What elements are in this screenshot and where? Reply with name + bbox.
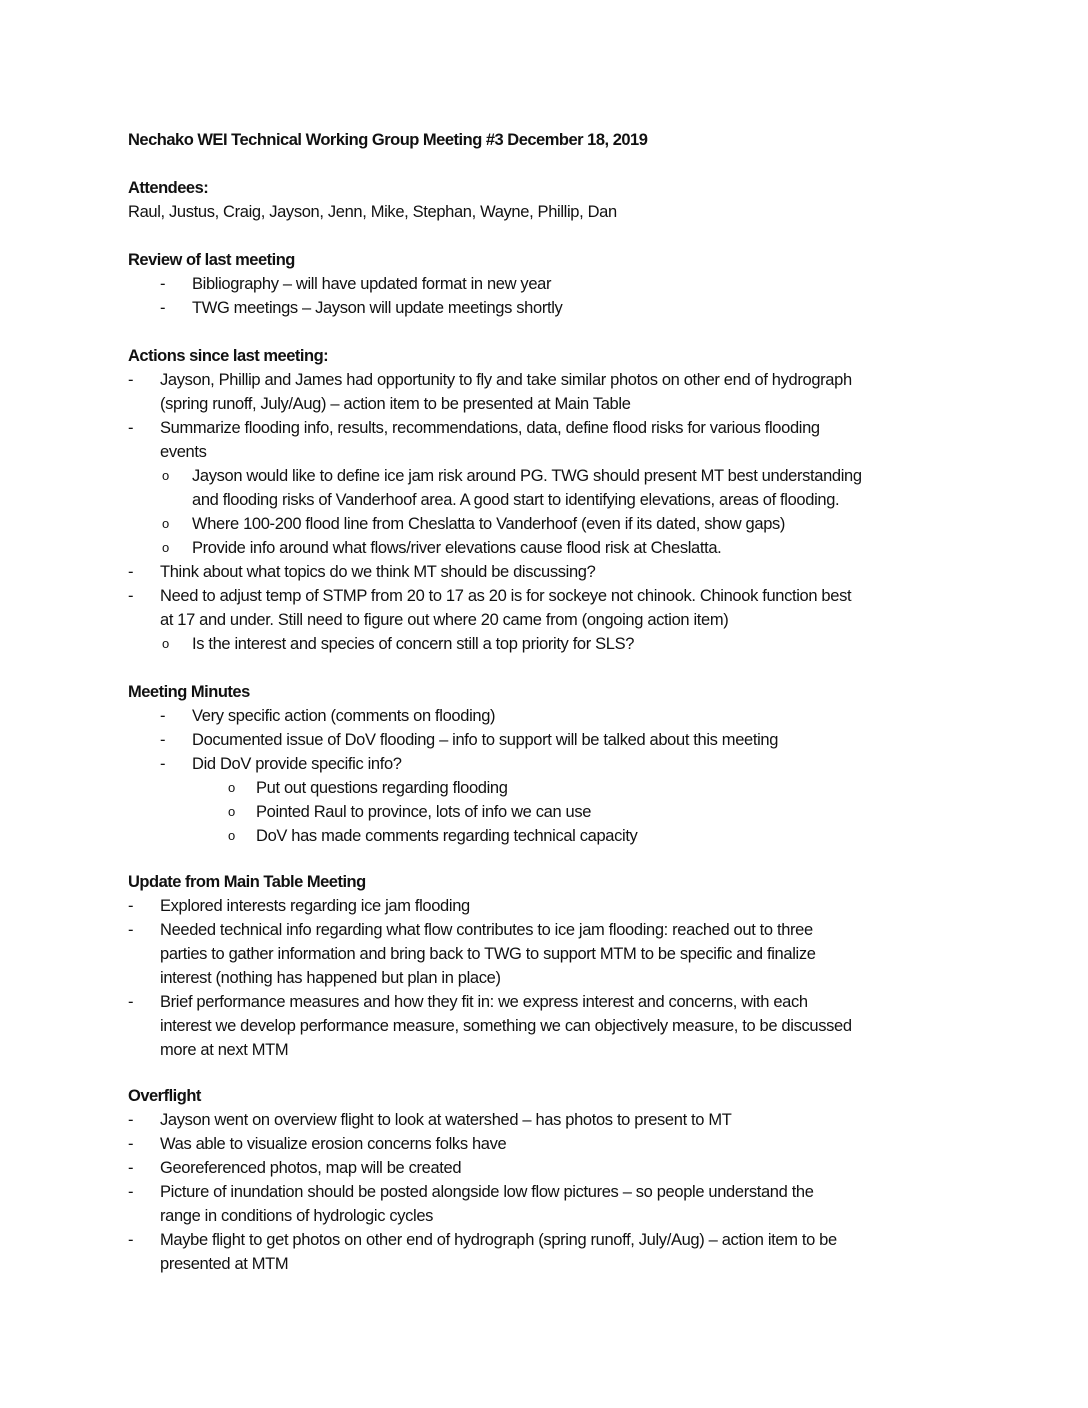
dash-bullet: - xyxy=(128,1231,134,1249)
dash-bullet: - xyxy=(128,993,134,1011)
action-subitem-line: Jayson would like to define ice jam risk around PG. TWG should present MT best understanding xyxy=(192,467,862,485)
minutes-subitem: Put out questions regarding flooding xyxy=(256,779,508,797)
action-item-line: (spring runoff, July/Aug) – action item to be presented at Main Table xyxy=(160,395,631,413)
action-item-line: Think about what topics do we think MT should be discussing? xyxy=(160,563,596,581)
main-table-item-line: parties to gather information and bring back to TWG to support MTM to be specific and finalize xyxy=(160,945,816,963)
overflight-item-line: Picture of inundation should be posted alongside low flow pictures – so people understand the xyxy=(160,1183,814,1201)
overflight-item-line: Was able to visualize erosion concerns folks have xyxy=(160,1135,507,1153)
dash-bullet: - xyxy=(128,563,134,581)
action-subitem-line: Provide info around what flows/river elevations cause flood risk at Cheslatta. xyxy=(192,539,722,557)
dash-bullet: - xyxy=(160,731,166,749)
action-item-line: Need to adjust temp of STMP from 20 to 17 as 20 is for sockeye not chinook. Chinook function best xyxy=(160,587,852,605)
dash-bullet: - xyxy=(128,371,134,389)
main-table-item-line: more at next MTM xyxy=(160,1041,289,1059)
dash-bullet: - xyxy=(128,419,134,437)
review-heading: Review of last meeting xyxy=(128,251,295,269)
dash-bullet: - xyxy=(128,587,134,605)
dash-bullet: - xyxy=(128,897,134,915)
overflight-heading: Overflight xyxy=(128,1087,201,1105)
action-subitem-line: Where 100-200 flood line from Cheslatta to Vanderhoof (even if its dated, show gaps) xyxy=(192,515,786,533)
main-table-item-line: interest we develop performance measure, something we can objectively measure, to be discussed xyxy=(160,1017,852,1035)
overflight-item-line: Jayson went on overview flight to look at watershed – has photos to present to MT xyxy=(160,1111,732,1129)
main-table-item-line: Explored interests regarding ice jam flooding xyxy=(160,897,470,915)
dash-bullet: - xyxy=(128,921,134,939)
minutes-item: Documented issue of DoV flooding – info to support will be talked about this meeting xyxy=(192,731,779,749)
minutes-heading: Meeting Minutes xyxy=(128,683,250,701)
action-item-line: Jayson, Phillip and James had opportunity to fly and take similar photos on other end of hydrograph xyxy=(160,371,852,389)
main-table-item-line: interest (nothing has happened but plan in place) xyxy=(160,969,501,987)
main-table-item-line: Brief performance measures and how they fit in: we express interest and concerns, with each xyxy=(160,993,808,1011)
review-item: Bibliography – will have updated format in new year xyxy=(192,275,552,293)
action-item-line: Summarize flooding info, results, recommendations, data, define flood risks for various flooding xyxy=(160,419,820,437)
dash-bullet: - xyxy=(160,707,166,725)
dash-bullet: - xyxy=(160,275,166,293)
circle-bullet: o xyxy=(162,516,170,531)
main-table-item-line: Needed technical info regarding what flow contributes to ice jam flooding: reached out to three xyxy=(160,921,813,939)
dash-bullet: - xyxy=(128,1159,134,1177)
dash-bullet: - xyxy=(160,299,166,317)
document-title: Nechako WEI Technical Working Group Meeting #3 December 18, 2019 xyxy=(128,131,648,149)
action-item-line: events xyxy=(160,443,207,461)
circle-bullet: o xyxy=(162,636,170,651)
circle-bullet: o xyxy=(228,804,236,819)
action-subitem-line: Is the interest and species of concern still a top priority for SLS? xyxy=(192,635,635,653)
circle-bullet: o xyxy=(228,828,236,843)
overflight-item-line: Maybe flight to get photos on other end of hydrograph (spring runoff, July/Aug) – action item to be xyxy=(160,1231,837,1249)
dash-bullet: - xyxy=(128,1111,134,1129)
action-item-line: at 17 and under. Still need to figure out where 20 came from (ongoing action item) xyxy=(160,611,729,629)
dash-bullet: - xyxy=(128,1183,134,1201)
minutes-item: Did DoV provide specific info? xyxy=(192,755,402,773)
minutes-item: Very specific action (comments on flooding) xyxy=(192,707,496,725)
circle-bullet: o xyxy=(162,468,170,483)
overflight-item-line: presented at MTM xyxy=(160,1255,289,1273)
action-subitem-line: and flooding risks of Vanderhoof area. A good start to identifying elevations, areas of flooding. xyxy=(192,491,840,509)
dash-bullet: - xyxy=(160,755,166,773)
circle-bullet: o xyxy=(228,780,236,795)
overflight-item-line: range in conditions of hydrologic cycles xyxy=(160,1207,434,1225)
dash-bullet: - xyxy=(128,1135,134,1153)
overflight-item-line: Georeferenced photos, map will be created xyxy=(160,1159,462,1177)
attendees-list: Raul, Justus, Craig, Jayson, Jenn, Mike, Stephan, Wayne, Phillip, Dan xyxy=(128,203,617,221)
attendees-heading: Attendees: xyxy=(128,179,209,197)
actions-heading: Actions since last meeting: xyxy=(128,347,329,365)
circle-bullet: o xyxy=(162,540,170,555)
minutes-subitem: DoV has made comments regarding technical capacity xyxy=(256,827,638,845)
minutes-subitem: Pointed Raul to province, lots of info we can use xyxy=(256,803,592,821)
main-table-heading: Update from Main Table Meeting xyxy=(128,873,366,891)
review-item: TWG meetings – Jayson will update meetings shortly xyxy=(192,299,563,317)
